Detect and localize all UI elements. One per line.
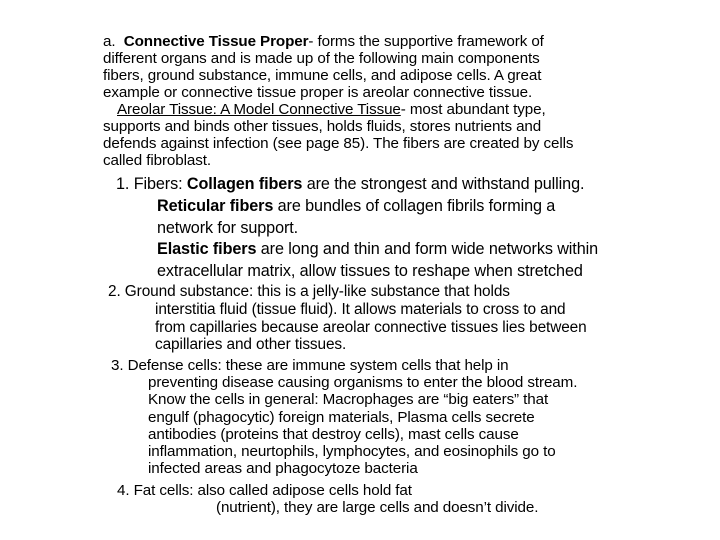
fibers-line-2 bbox=[157, 196, 555, 216]
elastic-desc: are long and thin and form wide networks within bbox=[256, 240, 598, 258]
intro-line-4: example or connective tissue proper is areolar connective tissue. bbox=[103, 84, 533, 101]
ground-line-4: capillaries and other tissues. bbox=[155, 336, 347, 353]
intro-title: Connective Tissue Proper bbox=[123, 33, 309, 50]
fibers-line-4 bbox=[157, 239, 598, 259]
defense-line-3: Know the cells in general: Macrophages are “big eaters” that bbox=[148, 391, 549, 408]
collagen-term: Collagen fibers bbox=[186, 175, 303, 193]
intro-line-1 bbox=[103, 33, 544, 50]
fibers-line-3: network for support. bbox=[157, 219, 299, 237]
ground-line-3: from capillaries because areolar connective tissues lies between bbox=[155, 319, 587, 336]
intro-line-3: fibers, ground substance, immune cells, and adipose cells. A great bbox=[103, 67, 542, 84]
areolar-line-1-rest: - most abundant type, bbox=[400, 101, 546, 118]
fibers-line-5: extracellular matrix, allow tissues to reshape when stretched bbox=[157, 262, 583, 280]
fat-line-1: 4. Fat cells: also called adipose cells hold fat bbox=[117, 482, 412, 499]
fibers-prefix: 1. Fibers: bbox=[116, 175, 187, 193]
defense-line-7: infected areas and phagocytoze bacteria bbox=[148, 460, 418, 477]
defense-line-5: antibodies (proteins that destroy cells), mast cells cause bbox=[148, 426, 519, 443]
areolar-line-4: called fibroblast. bbox=[103, 152, 211, 169]
intro-line-2: different organs and is made up of the following main components bbox=[103, 50, 540, 67]
fat-line-2: (nutrient), they are large cells and doesn’t divide. bbox=[216, 499, 539, 516]
fibers-line-1 bbox=[116, 174, 584, 194]
areolar-line-3: defends against infection (see page 85). The fibers are created by cells bbox=[103, 135, 574, 152]
ground-line-1: 2. Ground substance: this is a jelly-like substance that holds bbox=[108, 283, 510, 300]
elastic-term: Elastic fibers bbox=[157, 240, 257, 258]
areolar-line-2: supports and binds other tissues, holds fluids, stores nutrients and bbox=[103, 118, 542, 135]
collagen-desc: are the strongest and withstand pulling. bbox=[302, 175, 585, 193]
areolar-line-1 bbox=[117, 101, 546, 118]
defense-line-2: preventing disease causing organisms to enter the blood stream. bbox=[148, 374, 578, 391]
ground-line-2: interstitia fluid (tissue fluid). It allows materials to cross to and bbox=[155, 301, 566, 318]
areolar-heading: Areolar Tissue: A Model Connective Tissue bbox=[117, 101, 401, 118]
reticular-term: Reticular fibers bbox=[157, 197, 274, 215]
reticular-desc: are bundles of collagen fibrils forming a bbox=[273, 197, 556, 215]
intro-line-1-rest: - forms the supportive framework of bbox=[308, 33, 544, 50]
defense-line-4: engulf (phagocytic) foreign materials, Plasma cells secrete bbox=[148, 409, 535, 426]
defense-line-1: 3. Defense cells: these are immune system cells that help in bbox=[111, 357, 509, 374]
intro-marker: a. bbox=[103, 33, 116, 50]
defense-line-6: inflammation, neurtophils, lymphocytes, and eosinophils go to bbox=[148, 443, 556, 460]
